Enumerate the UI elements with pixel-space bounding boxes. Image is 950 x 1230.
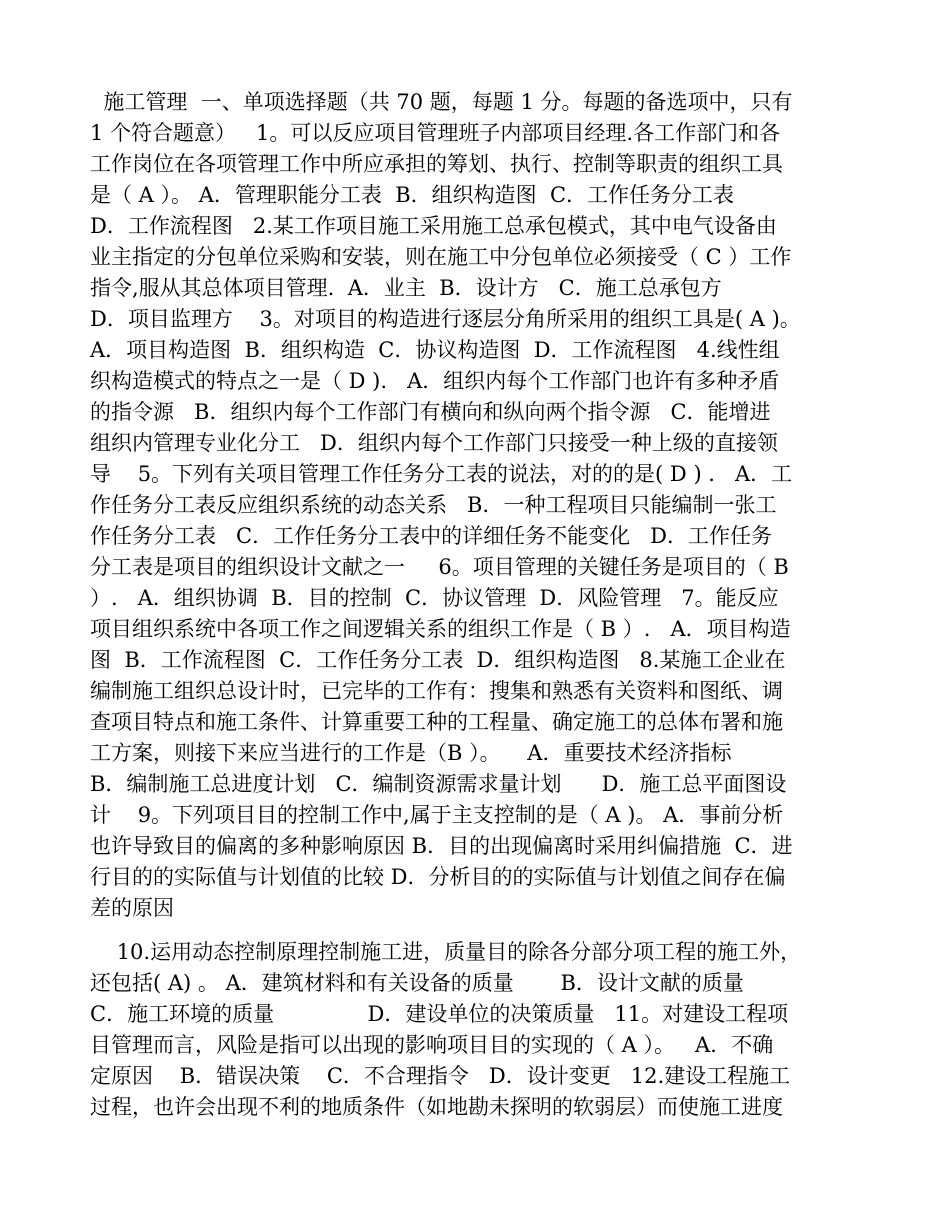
text-line: 过程，也许会出现不利的地质条件（如地勘未探明的软弱层）而使施工进度 — [90, 1095, 783, 1119]
text-line: 是（ A ）。 A．管理职能分工表 B．组织构造图 C．工作任务分工表 — [90, 183, 735, 207]
text-line: 业主指定的分包单位采购和安装，则在施工中分包单位必须接受（ C ）工作 — [90, 245, 792, 269]
text-line: 10.运用动态控制原理控制施工进，质量目的除各分部分项工程的施工外， — [90, 940, 802, 964]
text-line: 指令,服从其总体项目管理. A．业主 B．设计方 C．施工总承包方 — [90, 276, 722, 300]
text-line: 差的原因 — [90, 896, 174, 920]
text-line: 图 B．工作流程图 C．工作任务分工表 D．组织构造图 8.某施工企业在 — [90, 648, 786, 672]
text-line: 目管理而言，风险是指可以出现的影响项目目的实现的（ A ）。 A．不确 — [90, 1033, 774, 1057]
text-line: D．项目监理方 3。对项目的构造进行逐层分角所采用的组织工具是( A )。 — [90, 307, 801, 331]
text-line: C．施工环境的质量 D．建设单位的决策质量 11。对建设工程项 — [90, 1002, 789, 1026]
text-line: 导 5。下列有关项目管理工作任务分工表的说法，对的的是( D ) . A．工 — [90, 462, 793, 486]
text-line: 分工表是项目的组织设计文献之一 6。项目管理的关键任务是项目的（ B — [90, 555, 789, 579]
text-line: 组织内管理专业化分工 D．组织内每个工作部门只接受一种上级的直接领 — [90, 431, 778, 455]
text-line: 作任务分工表 C．工作任务分工表中的详细任务不能变化 D．工作任务 — [90, 524, 772, 548]
text-line: 的指令源 B．组织内每个工作部门有横向和纵向两个指令源 C．能增进 — [90, 400, 771, 424]
text-line: 工方案，则接下来应当进行的工作是（B ）。 A．重要技术经济指标 — [90, 741, 732, 765]
text-line: 行目的的实际值与计划值的比较 D．分析目的的实际值与计划值之间存在偏 — [90, 865, 786, 889]
text-line: 项目组织系统中各项工作之间逻辑关系的组织工作是（ B ）. A．项目构造 — [90, 617, 791, 641]
text-line: 织构造模式的特点之一是（ D ). A．组织内每个工作部门也许有多种矛盾 — [90, 369, 780, 393]
text-line: 查项目特点和施工条件、计算重要工种的工程量、确定施工的总体布署和施 — [90, 710, 783, 734]
text-line: 也许导致目的偏离的多种影响原因 B．目的出现偏离时采用纠偏措施 C．进 — [90, 834, 793, 858]
text-line: 定原因 B．错误决策 C．不合理指令 D．设计变更 12.建设工程施工 — [90, 1064, 791, 1088]
text-line: 作任务分工表反应组织系统的动态关系 B．一种工程项目只能编制一张工 — [90, 493, 777, 517]
text-line: 计 9。下列项目目的控制工作中,属于主支控制的是（ A )。 A．事前分析 — [90, 803, 784, 827]
text-line: 工作岗位在各项管理工作中所应承担的筹划、执行、控制等职责的组织工具 — [90, 152, 783, 176]
text-line: 1 个符合题意） 1。可以反应项目管理班子内部项目经理.各工作部门和各 — [90, 121, 781, 145]
text-line: 编制施工组织总设计时，已完毕的工作有：搜集和熟悉有关资料和图纸、调 — [90, 679, 783, 703]
text-line: ）. A．组织协调 B．目的控制 C．协议管理 D．风险管理 7。能反应 — [90, 586, 779, 610]
text-line: 还包括( A) 。 A．建筑材料和有关设备的质量 B．设计文献的质量 — [90, 971, 744, 995]
text-line: A．项目构造图 B．组织构造 C．协议构造图 D．工作流程图 4.线性组 — [90, 338, 780, 362]
text-line: D．工作流程图 2.某工作项目施工采用施工总承包模式，其中电气设备由 — [90, 214, 777, 238]
text-line: 施工管理 一、单项选择题（共 70 题，每题 1 分。每题的备选项中，只有 — [90, 90, 793, 114]
text-line: B．编制施工总进度计划 C．编制资源需求量计划 D．施工总平面图设 — [90, 772, 787, 796]
